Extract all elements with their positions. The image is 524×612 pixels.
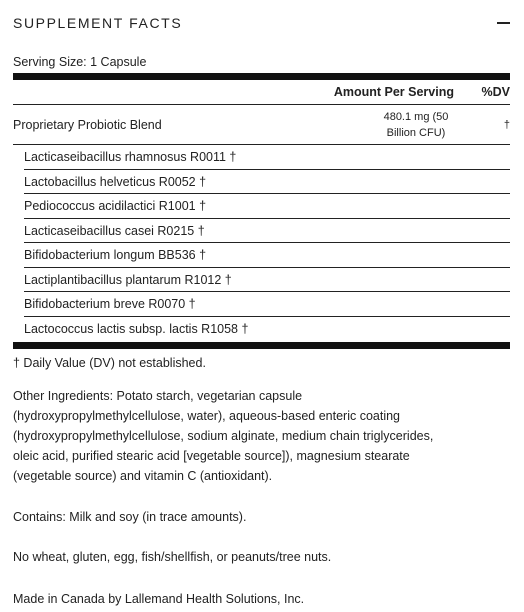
blend-dv: † (503, 118, 510, 131)
strain-item: Lacticaseibacillus rhamnosus R0011 † (24, 145, 510, 170)
strain-item: Lactobacillus helveticus R0052 † (24, 170, 510, 195)
dv-header: %DV (481, 85, 510, 99)
section-header[interactable] (13, 10, 511, 36)
strain-item: Pediococcus acidilactici R1001 † (24, 194, 510, 219)
thick-divider (13, 73, 510, 80)
amount-per-serving-header: Amount Per Serving (333, 85, 454, 99)
dv-footnote: † Daily Value (DV) not established. (13, 356, 206, 370)
supplement-facts-panel (13, 51, 510, 373)
manufacturer-statement: Made in Canada by Lallemand Health Solutions, Inc. (13, 592, 305, 606)
collapse-minus-icon[interactable] (497, 22, 510, 24)
blend-amount-line1: 480.1 mg (50 (383, 110, 449, 123)
other-ingredients-line: Other Ingredients: Potato starch, vegetarian capsule (13, 389, 303, 403)
serving-size: Serving Size: 1 Capsule (13, 55, 147, 69)
other-ingredients-line: (hydroxypropylmethylcellulose, sodium alginate, medium chain triglycerides, (13, 429, 434, 443)
other-ingredients-line: (vegetable source) and vitamin C (antioxidant). (13, 469, 273, 483)
blend-amount (356, 109, 476, 141)
section-title: SUPPLEMENT FACTS (13, 15, 183, 31)
other-ingredients-line: oleic acid, purified stearic acid [vegetable source]), magnesium stearate (13, 449, 410, 463)
column-header-row (13, 80, 510, 105)
thick-divider-bottom (13, 342, 510, 349)
allergen-free-statement: No wheat, gluten, egg, fish/shellfish, or peanuts/tree nuts. (13, 550, 332, 564)
strain-item: Lacticaseibacillus casei R0215 † (24, 219, 510, 244)
strain-item: Bifidobacterium breve R0070 † (24, 292, 510, 317)
other-ingredients-line: (hydroxypropylmethylcellulose, water), aqueous-based enteric coating (13, 409, 401, 423)
strain-item: Lactococcus lactis subsp. lactis R1058 † (24, 321, 249, 336)
blend-amount-line2: Billion CFU) (386, 126, 446, 139)
strain-list (24, 145, 510, 341)
strain-item: Lactiplantibacillus plantarum R1012 † (24, 268, 510, 293)
blend-name: Proprietary Probiotic Blend (13, 117, 162, 132)
other-ingredients (13, 386, 513, 486)
contains-statement: Contains: Milk and soy (in trace amounts). (13, 510, 247, 524)
blend-row (13, 105, 510, 145)
strain-item: Bifidobacterium longum BB536 † (24, 243, 510, 268)
